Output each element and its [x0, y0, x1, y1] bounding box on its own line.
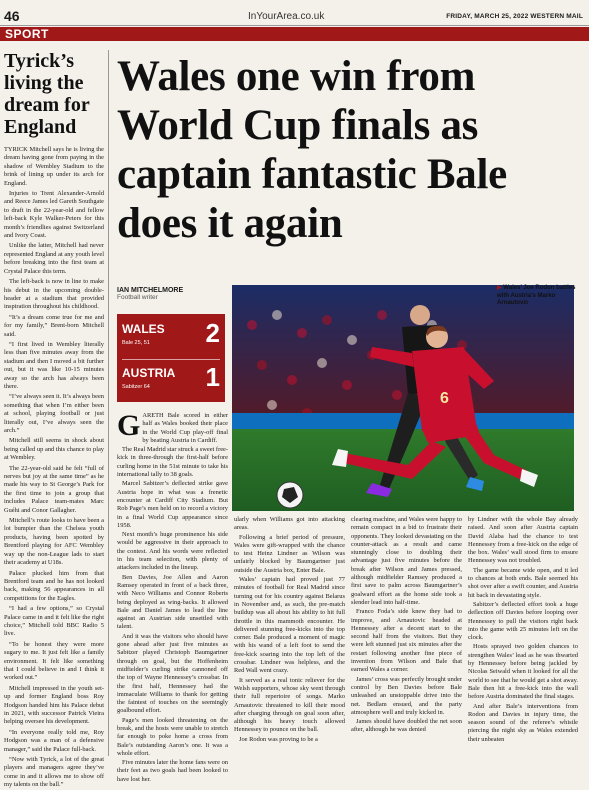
sidebar-paragraph: “In everyone really told me, Roy Hodgson was a man of a defensive manager,” said the Palace full-back. — [4, 728, 104, 753]
byline-role: Football writer — [117, 294, 158, 301]
article-paragraph — [117, 409, 228, 445]
article-paragraph: Next month’s huge prominence his side would be aggressive in their approach to the contest. And his words were reflected in his team selection, with plenty of attackers included in the lineup. — [117, 531, 228, 572]
photo-caption — [497, 285, 577, 308]
sidebar-headline: Tyrick’s living the dream for England — [4, 50, 90, 138]
article-paragraph: The game became wide open, and it led to chances at both ends. Bale seemed his shot over after a swift counter, and Austria hit back in devastating style. — [468, 566, 578, 599]
article-paragraph: James should have doubled the net soon after, although he was denied — [351, 718, 462, 734]
byline-name: IAN MITCHELMORE — [117, 287, 184, 294]
away-team-name: AUSTRIA — [122, 366, 176, 380]
column-divider — [108, 50, 109, 756]
sidebar-paragraph: TYRICK Mitchell says he is living the dream having gone from paying in the shadow of Wembley Stadium to the brink of lining up under its arch for England. — [4, 146, 104, 187]
home-team-score: 2 — [205, 318, 220, 348]
sidebar-paragraph: Mitchell’s route looks to have been a lot bumpier than the Chelsea youth products, having been spotted by Brentford playing for AFC Wembley way up the non-League lads to start their academy at U18s. — [4, 517, 104, 567]
page-header — [0, 8, 589, 26]
article-paragraph: James’ cross was perfectly brought under control by Ben Davies before Bale unleashed an unstoppable drive into the net. Bedlam ensued, and the party atmosphere well and truly kicked in. — [351, 675, 462, 716]
sidebar-paragraph: “I first lived in Wembley literally less than five minutes away from the stadium and then I moved a bit further out, but it was like 10-15 minutes away so the arch has always been there. — [4, 340, 104, 390]
site-name: InYourArea.co.uk — [248, 11, 325, 22]
sidebar-paragraph: “To be honest they were more sugary to me. It just felt like a family environment. It felt like something that I could believe in and I think it worked out.” — [4, 640, 104, 682]
article-paragraph: Hosts sprayed two golden chances to strengthen Wales’ lead as he was thwarted by Hennessey before being jackled by Nicolas Seiwald when it looked for all the world to see that he would get a shot away. Bale then hit a free-kick into the wall before Austria dominated the final stages. — [468, 643, 578, 701]
sidebar-paragraph: Mitchell still seems in shock about being called up and this chance to play at Wembley. — [4, 437, 104, 462]
article-paragraph: Sabitzer’s deflected effort took a huge deflection off Davies before looping over Hennessey to pull the visitors right back into the game with 25 minutes left on the clock. — [468, 600, 578, 642]
article-paragraph: Marcel Sabitzer’s deflected strike gave Austria hope in what was a frenetic encounter at Cardiff City Stadium. But Rob Page’s men held on to record a victory in a final World Cup appearance since 1958. — [117, 480, 228, 529]
page-number: 46 — [4, 8, 20, 24]
caption-text: Wales’ Joe Rodon battles with Austria’s Marko Arnautovic — [497, 285, 576, 306]
sidebar-paragraph: “Now with Tyrick, a lot of the great players and managers agree they’ve come in and it allows me to show off my talents on the ball.” — [4, 756, 104, 789]
away-score-row — [122, 362, 220, 400]
match-photo — [232, 285, 574, 511]
sidebar-paragraph: Mitchell impressed in the youth set-up and former England boss Roy Hodgson handed him his Palace debut in 2021, with successor Patrick Vieira helping oversee his development. — [4, 684, 104, 726]
article-paragraph: Wales’ captain had proved just 77 minutes of football for Real Madrid since turning out for his country against Belarus in November and, as such, the pre-match buildup was all about his ability to hit full throttle in this mammoth encounter. He delivered stunning free-kicks into the top corner. Bale produced a moment of magic with his wand of a left foot to send the free-kick soaring into the top left of the crossbar. Lindner was helpless, and the Red Wall went crazy. — [234, 576, 345, 675]
article-paragraph: Five minutes later the home fans were on their feet as two goals had been looked to have lost her. — [117, 759, 228, 783]
section-bar — [0, 27, 589, 41]
sidebar-paragraph: Injuries to Trent Alexander-Arnold and Reece James led Gareth Southgate to draft in the 22-year-old and fellow left-back Kyle Walker-Peters for this month’s friendlies against Switzerland and Ivory Coast. — [4, 190, 104, 240]
away-team-scorers: Sabitzer 64 — [122, 384, 150, 390]
main-headline: Wales one win from World Cup finals as captain fantastic Bale does it again — [117, 53, 507, 247]
sidebar-story — [4, 50, 104, 789]
article-paragraph: Joe Rodon was proving to be a — [239, 735, 318, 743]
article-paragraph: Franco Foda’s side knew they had to improve, and Arnautovic headed at Hennessey after a decent start to the second half from the visitors. But they were left stunned just six minutes after the restart following another fine piece of invention from Wilson and Bale that earned Wales a corner. — [351, 608, 462, 674]
article-column-2 — [234, 516, 345, 756]
shirt-number: 6 — [440, 390, 449, 407]
drop-cap: G — [117, 409, 141, 442]
score-divider — [122, 359, 220, 360]
dateline: FRIDAY, MARCH 25, 2022 WESTERN MAIL — [446, 13, 583, 20]
article-paragraph: And after Bale’s interventions from Rodon and Davies in injury time, the season sound of the referee’s whistle piercing the night sky as Wales extended their unbeaten — [468, 702, 578, 743]
article-paragraph: Following a brief period of pressure, Wales were gift-wrapped with the chance to test Heinz Lindner as Wilson was unfairly blocked by Baumgartner just outside the Austria box, Enter Bale. — [234, 533, 345, 574]
sidebar-paragraph: Palace plucked him from that Brentford team and he has not looked back, making 56 appearances in all competitions for the Eagles. — [4, 569, 104, 602]
football — [277, 482, 303, 508]
match-photo-illustration — [232, 285, 574, 511]
article-column-3 — [351, 516, 462, 756]
sidebar-paragraph: “I had a few options,” so Crystal Palace came in and it felt like the right choice,” Mitchell told BBC Radio 5 live. — [4, 605, 104, 638]
sidebar-paragraph: “It’s a dream come true for me and for my family,” Brent-born Mitchell said. — [4, 313, 104, 338]
sidebar-body — [4, 146, 104, 790]
article-paragraph: ularly when Williams got into attacking areas. — [234, 516, 345, 532]
article-column-1 — [117, 409, 228, 783]
article-paragraph-text: ARETH Bale scored in either half as Wales booked their place in the World Cup play-off final by beating Austria in Cardiff. — [142, 412, 228, 444]
article-paragraph: It served as a real tonic reliever for the Welsh supporters, whose sky went through their full repertoire of songs. Marko Arnautovic threatened to kill their mood after charging through on goal soon after, although his heavy touch allowed Hennessey to pounce on the ball. — [234, 676, 345, 734]
article-paragraph: Page’s men looked threatening on the break, and the hosts were unable to stretch far enough to poke home a cross from Bale’s outstanding Aaron’s one. It was a whole effort. — [117, 716, 228, 757]
section-label: SPORT — [5, 27, 49, 41]
home-team-scorers: Bale 25, 51 — [122, 340, 150, 346]
sidebar-paragraph: “I’ve always seen it. It’s always been something that when I’m either been at school, playing football or just literally out, I’ve always seen the arch.” — [4, 393, 104, 434]
article-paragraph: And it was the visitors who should have gone ahead after just five minutes as Sabitzer played Christoph Baumgartner through on goal, but the Hoffenheim midfielder’s curling strike cannoned off the top of Wayne Hennessey’s crossbar. In the first half, Hennessey had the immaculate Williams to thank for getting the faintest of touches on the seemingly goalbound effort. — [117, 632, 228, 715]
article-paragraph: The Real Madrid star struck a sweet free-kick in three-through the first-half before curling home in the 51st minute to take his international tally to 38 goals. — [117, 446, 228, 479]
home-score-row — [122, 318, 220, 356]
sidebar-paragraph: The left-back is now in line to make his debut in the upcoming double-header at a stadium that provided inspiration throughout his childhood. — [4, 278, 104, 311]
article-column-4 — [468, 516, 578, 756]
article-paragraph: by Lindner with the whole Bay already raised. And soon after Austria captain David Alaba had the chance to test Hennessey from a free-kick on the edge of the box. Wales’ wall stood firm to ensure Hennessey was not troubled. — [468, 516, 578, 565]
home-team-name: WALES — [122, 322, 165, 336]
scoreboard — [117, 314, 225, 402]
away-team-score: 1 — [205, 362, 220, 392]
article-paragraph: clearing machine, and Wales were happy to remain compact in a bid to frustrate their opponents. They looked devastating on the counter-attack as a result and came stunningly close to doubling their advantage just five minutes before the break after Wilson and James pressed, although midfielder Ramsey produced a first save to palm across Baumgartner’s goalward effort as the home side took a slender lead into half-time. — [351, 516, 462, 606]
sidebar-paragraph: Unlike the latter, Mitchell had never represented England at any youth level before breaking into the first team at Crystal Palace this term. — [4, 242, 104, 275]
byline — [117, 287, 183, 301]
article-paragraph: Ben Davies, Joe Allen and Aaron Ramsey operated in front of a back three, with Neco Williams and Connor Roberts being deployed as wing-backs. It allowed Bale and Daniel James to lead the line against an Austrian side unsettled with talent. — [117, 573, 228, 631]
caption-marker-icon: ▶ — [497, 285, 502, 291]
sidebar-paragraph: The 22-year-old said he felt “full of nerves but joy at the same time” as he made his way to St George’s Park for the first time to join a group that includes Palace team-mates Marc Guéhi and Conor Gallagher. — [4, 464, 104, 514]
